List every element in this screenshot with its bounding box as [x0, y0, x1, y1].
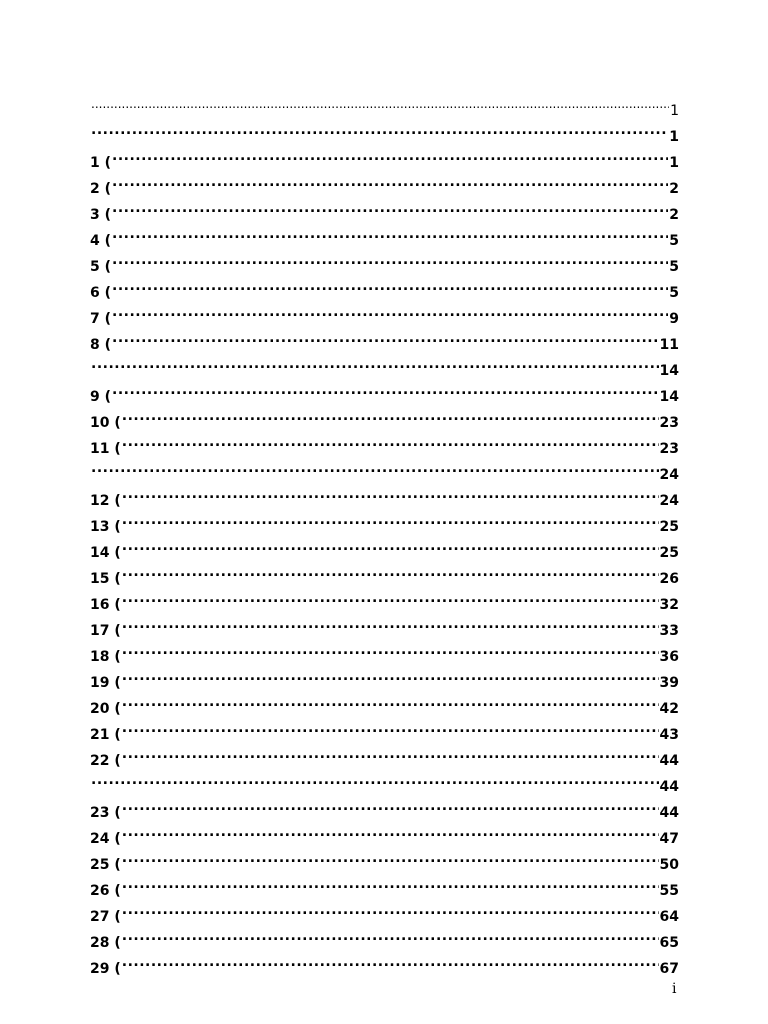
- toc-entry-title: 5 (: [90, 259, 112, 275]
- toc-entry[interactable]: [90, 847, 679, 873]
- toc-dot-leader: [112, 249, 668, 271]
- toc-entry[interactable]: [90, 925, 679, 951]
- toc-page-number: 42: [659, 701, 679, 717]
- toc-dot-leader: [91, 769, 659, 791]
- toc-entry-title: 7 (: [90, 311, 112, 327]
- toc-entry[interactable]: [90, 769, 679, 795]
- toc-page-number: 47: [659, 831, 679, 847]
- toc-entry-title: 19 (: [90, 675, 121, 691]
- toc-entry[interactable]: [90, 639, 679, 665]
- toc-entry-title: 16 (: [90, 597, 121, 613]
- toc-page-number: 55: [659, 883, 679, 899]
- toc-entry-title: 8 (: [90, 337, 112, 353]
- toc-entry-title: 28 (: [90, 935, 121, 951]
- toc-dot-leader: [122, 431, 659, 453]
- toc-dot-leader: [122, 509, 659, 531]
- toc-page-number: 33: [659, 623, 679, 639]
- toc-dot-leader: [122, 665, 659, 687]
- toc-entry[interactable]: [90, 717, 679, 743]
- toc-page-number: 25: [659, 545, 679, 561]
- toc-dot-leader: [122, 925, 659, 947]
- toc-entry-title: 29 (: [90, 961, 121, 977]
- toc-dot-leader: [122, 535, 659, 557]
- toc-entry[interactable]: [90, 457, 679, 483]
- toc-entry[interactable]: [90, 821, 679, 847]
- toc-entry-title: 24 (: [90, 831, 121, 847]
- toc-entry[interactable]: [90, 93, 679, 119]
- toc-page-number: 65: [659, 935, 679, 951]
- toc-dot-leader: [122, 639, 659, 661]
- toc-entry[interactable]: [90, 873, 679, 899]
- toc-entry-title: 15 (: [90, 571, 121, 587]
- toc-page-number: 44: [659, 805, 679, 821]
- toc-entry-title: 3 (: [90, 207, 112, 223]
- toc-dot-leader: [122, 899, 659, 921]
- toc-page-number: 9: [669, 311, 679, 327]
- toc-page-number: 24: [659, 467, 679, 483]
- toc-dot-leader: [122, 951, 659, 973]
- toc-page-number: 14: [659, 363, 679, 379]
- toc-page-number: 1: [669, 155, 679, 171]
- toc-entry[interactable]: [90, 613, 679, 639]
- toc-entry[interactable]: [90, 899, 679, 925]
- toc-entry-title: 10 (: [90, 415, 121, 431]
- toc-entry-title: 12 (: [90, 493, 121, 509]
- toc-dot-leader: [122, 561, 659, 583]
- toc-dot-leader: [112, 145, 668, 167]
- toc-entry-title: 4 (: [90, 233, 112, 249]
- toc-entry-title: 17 (: [90, 623, 121, 639]
- toc-entry-title: 21 (: [90, 727, 121, 743]
- toc-entry[interactable]: [90, 691, 679, 717]
- toc-entry[interactable]: [90, 301, 679, 327]
- toc-entry[interactable]: [90, 509, 679, 535]
- toc-entry[interactable]: [90, 119, 679, 145]
- toc-dot-leader: [122, 717, 659, 739]
- toc-dot-leader: [122, 691, 659, 713]
- toc-list: [90, 93, 679, 977]
- toc-entry-title: 26 (: [90, 883, 121, 899]
- toc-page-number: 64: [659, 909, 679, 925]
- toc-entry[interactable]: [90, 535, 679, 561]
- toc-entry-title: 2 (: [90, 181, 112, 197]
- toc-entry[interactable]: [90, 743, 679, 769]
- toc-page-number: 25: [659, 519, 679, 535]
- toc-entry[interactable]: [90, 145, 679, 171]
- toc-page-number: 39: [659, 675, 679, 691]
- toc-dot-leader: [122, 847, 659, 869]
- page-folio: i: [672, 981, 677, 997]
- toc-dot-leader: [122, 613, 659, 635]
- toc-entry-title: 18 (: [90, 649, 121, 665]
- toc-page-number: 44: [659, 779, 679, 795]
- toc-page-number: 2: [669, 207, 679, 223]
- toc-dot-leader: [91, 353, 659, 375]
- toc-dot-leader: [91, 119, 668, 141]
- toc-dot-leader: [122, 795, 659, 817]
- toc-entry[interactable]: [90, 483, 679, 509]
- toc-entry-title: 20 (: [90, 701, 121, 717]
- toc-dot-leader: [112, 301, 668, 323]
- toc-dot-leader: [112, 275, 668, 297]
- toc-entry[interactable]: [90, 197, 679, 223]
- toc-entry-title: 14 (: [90, 545, 121, 561]
- toc-dot-leader: [122, 743, 659, 765]
- toc-page-number: 1: [670, 103, 679, 119]
- toc-dot-leader: [112, 379, 659, 401]
- toc-entry[interactable]: [90, 353, 679, 379]
- toc-entry-title: 9 (: [90, 389, 112, 405]
- toc-dot-leader: [122, 483, 659, 505]
- toc-entry[interactable]: [90, 327, 679, 353]
- toc-entry-title: 27 (: [90, 909, 121, 925]
- toc-entry-title: 22 (: [90, 753, 121, 769]
- toc-page-number: 67: [659, 961, 679, 977]
- toc-dot-leader: [112, 223, 668, 245]
- toc-page-number: 44: [659, 753, 679, 769]
- toc-page-number: 26: [659, 571, 679, 587]
- toc-entry[interactable]: [90, 223, 679, 249]
- toc-page-number: 5: [669, 259, 679, 275]
- toc-entry[interactable]: [90, 379, 679, 405]
- toc-entry-title: 23 (: [90, 805, 121, 821]
- toc-dot-leader: [112, 171, 668, 193]
- toc-page-number: 5: [669, 285, 679, 301]
- toc-entry[interactable]: [90, 951, 679, 977]
- toc-page-number: 14: [659, 389, 679, 405]
- toc-page-number: 1: [669, 129, 679, 145]
- toc-page-number: 36: [659, 649, 679, 665]
- toc-entry[interactable]: [90, 275, 679, 301]
- toc-page-number: 32: [659, 597, 679, 613]
- toc-dot-leader: [122, 405, 659, 427]
- toc-entry[interactable]: [90, 249, 679, 275]
- toc-dot-leader: [112, 327, 659, 349]
- toc-entry[interactable]: [90, 561, 679, 587]
- toc-entry[interactable]: [90, 431, 679, 457]
- toc-entry[interactable]: [90, 171, 679, 197]
- toc-entry[interactable]: [90, 795, 679, 821]
- toc-dot-leader: [122, 821, 659, 843]
- toc-entry[interactable]: [90, 405, 679, 431]
- toc-dot-leader: [91, 457, 659, 479]
- toc-page-number: 50: [659, 857, 679, 873]
- toc-dot-leader: [122, 873, 659, 895]
- toc-entry-title: 13 (: [90, 519, 121, 535]
- toc-dot-leader: [91, 93, 669, 115]
- toc-entry-title: 6 (: [90, 285, 112, 301]
- toc-page-number: 11: [659, 337, 679, 353]
- toc-entry-title: 1 (: [90, 155, 112, 171]
- toc-page-number: 2: [669, 181, 679, 197]
- toc-page-number: 23: [659, 415, 679, 431]
- toc-page-number: 23: [659, 441, 679, 457]
- toc-page-number: 43: [659, 727, 679, 743]
- toc-entry-title: 25 (: [90, 857, 121, 873]
- toc-page-number: 24: [659, 493, 679, 509]
- toc-entry-title: 11 (: [90, 441, 121, 457]
- toc-page-number: 5: [669, 233, 679, 249]
- toc-dot-leader: [112, 197, 668, 219]
- toc-entry[interactable]: [90, 587, 679, 613]
- toc-dot-leader: [122, 587, 659, 609]
- toc-entry[interactable]: [90, 665, 679, 691]
